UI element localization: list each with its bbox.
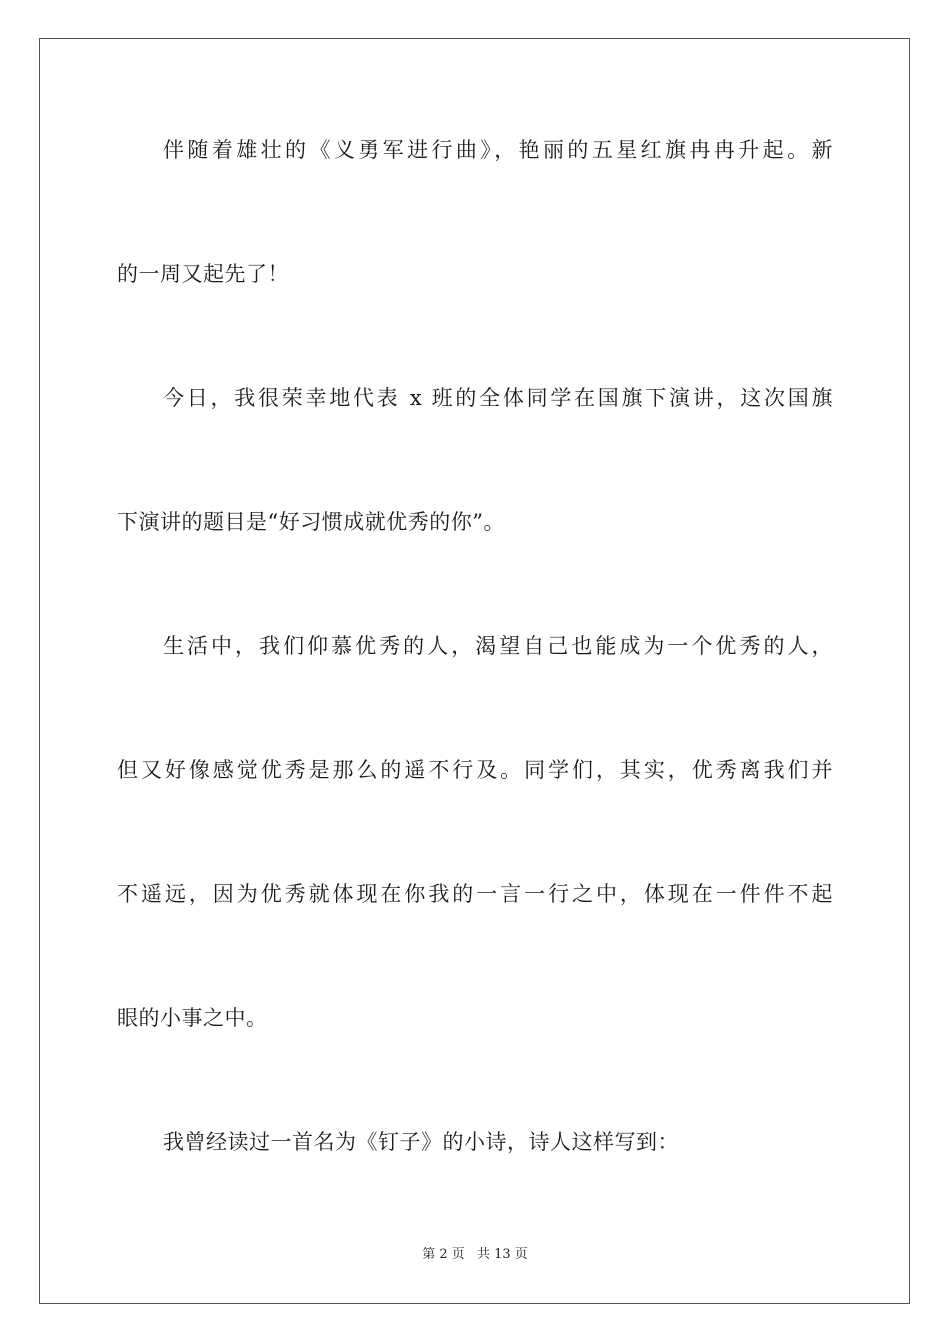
paragraph-3-line-4: 眼的小事之中。 xyxy=(117,1006,268,1030)
paragraph-3-line-1: 生活中，我们仰慕优秀的人，渴望自己也能成为一个优秀的人， xyxy=(163,634,833,658)
paragraph-2-line-2: 下演讲的题目是“好习惯成就优秀的你”。 xyxy=(117,510,505,534)
paragraph-1-line-1: 伴随着雄壮的《义勇军进行曲》，艳丽的五星红旗冉冉升起。新 xyxy=(163,138,833,162)
page-border xyxy=(39,38,910,1304)
paragraph-1-line-2: 的一周又起先了！ xyxy=(117,262,289,286)
paragraph-2-line-1: 今日，我很荣幸地代表 x 班的全体同学在国旗下演讲，这次国旗 xyxy=(163,386,833,410)
total-pages: 共 13 页 xyxy=(476,1247,528,1262)
page-footer xyxy=(0,1246,950,1264)
paragraph-3-line-2: 但又好像感觉优秀是那么的遥不行及。同学们，其实，优秀离我们并 xyxy=(117,758,833,782)
paragraph-4-line-1: 我曾经读过一首名为《钉子》的小诗，诗人这样写到： xyxy=(163,1130,679,1154)
page-number: 第 2 页 xyxy=(422,1247,465,1262)
paragraph-3-line-3: 不遥远，因为优秀就体现在你我的一言一行之中，体现在一件件不起 xyxy=(117,882,833,906)
